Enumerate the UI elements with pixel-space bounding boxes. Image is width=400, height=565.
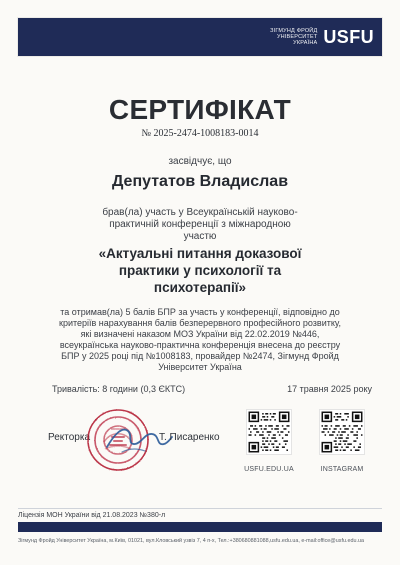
- recipient-name: Депутатов Владислав: [111, 173, 289, 190]
- signer-name: Т. Писаренко: [159, 432, 220, 443]
- brand-wordmark: USFU: [323, 27, 374, 47]
- certificate-title: СЕРТИФІКАТ: [108, 94, 292, 125]
- footer-address: Зігмунд Фройд Університет Україна, м.Київ, 01021, вул.Кловський узвіз 7, 4 п-х, Тел.:+380680881088,usfu.edu.ua, e-mail:office@usfu.edu.ua: [18, 538, 364, 544]
- participation-text: [50, 207, 350, 243]
- details-line: БПР у 2025 році під №1008183, провайдер №2474, Зігмунд Фройд: [61, 351, 339, 361]
- rector-label: Ректорка: [48, 432, 91, 443]
- certifies-text: засвідчує, що: [168, 156, 232, 167]
- issue-date: 17 травня 2025 року: [287, 384, 372, 394]
- qr-code-icon[interactable]: [246, 409, 292, 455]
- conference-topic: [42, 245, 358, 296]
- topic-line: психотерапії»: [153, 280, 247, 295]
- participation-line: участю: [183, 231, 217, 242]
- topic-line: «Актуальні питання доказової: [98, 246, 302, 261]
- qr-block-instagram[interactable]: [316, 409, 368, 473]
- certificate-number: № 2025-2474-1008183-0014: [141, 128, 259, 139]
- brand-subtitle-line: УНІВЕРСИТЕТ: [276, 34, 318, 40]
- details-paragraph: [40, 307, 360, 373]
- qr-block-usfu[interactable]: [243, 409, 295, 473]
- license-text: Ліцензія МОН України від 21.08.2023 №380-л: [18, 512, 166, 519]
- details-line: Університет Україна: [158, 362, 242, 372]
- meta-row: [52, 384, 372, 394]
- topic-line: практики у психології та: [118, 263, 282, 278]
- brand-subtitle-line: ЗІГМУНД ФРОЙД: [270, 28, 318, 34]
- details-line: критеріїв нарахування балів безперервного професійного розвитку,: [59, 318, 341, 328]
- qr-code-icon[interactable]: [319, 409, 365, 455]
- qr-caption: INSTAGRAM: [320, 466, 364, 473]
- participation-line: брав(ла) участь у Всеукраїнській науково-: [102, 207, 298, 218]
- details-line: та отримав(ла) 5 балів БПР за участь у конференції, відповідно до: [60, 307, 340, 317]
- footer-bar: [18, 522, 382, 532]
- details-line: які визначені наказом МОЗ України від 22.02.2019 №446,: [80, 329, 320, 339]
- participation-line: практичній конференції з міжнародною: [109, 219, 291, 230]
- qr-caption: USFU.EDU.UA: [244, 466, 294, 473]
- details-line: всеукраїнська науково-практична конференція внесена до реєстру: [59, 340, 341, 350]
- brand-logo: [247, 22, 374, 52]
- duration: Тривалість: 8 години (0,3 ЄКТС): [52, 384, 186, 394]
- top-banner: [18, 18, 382, 56]
- brand-subtitle-line: УКРАЇНА: [293, 40, 318, 46]
- footer-divider: [18, 508, 382, 509]
- brand-subtitle: [247, 28, 317, 46]
